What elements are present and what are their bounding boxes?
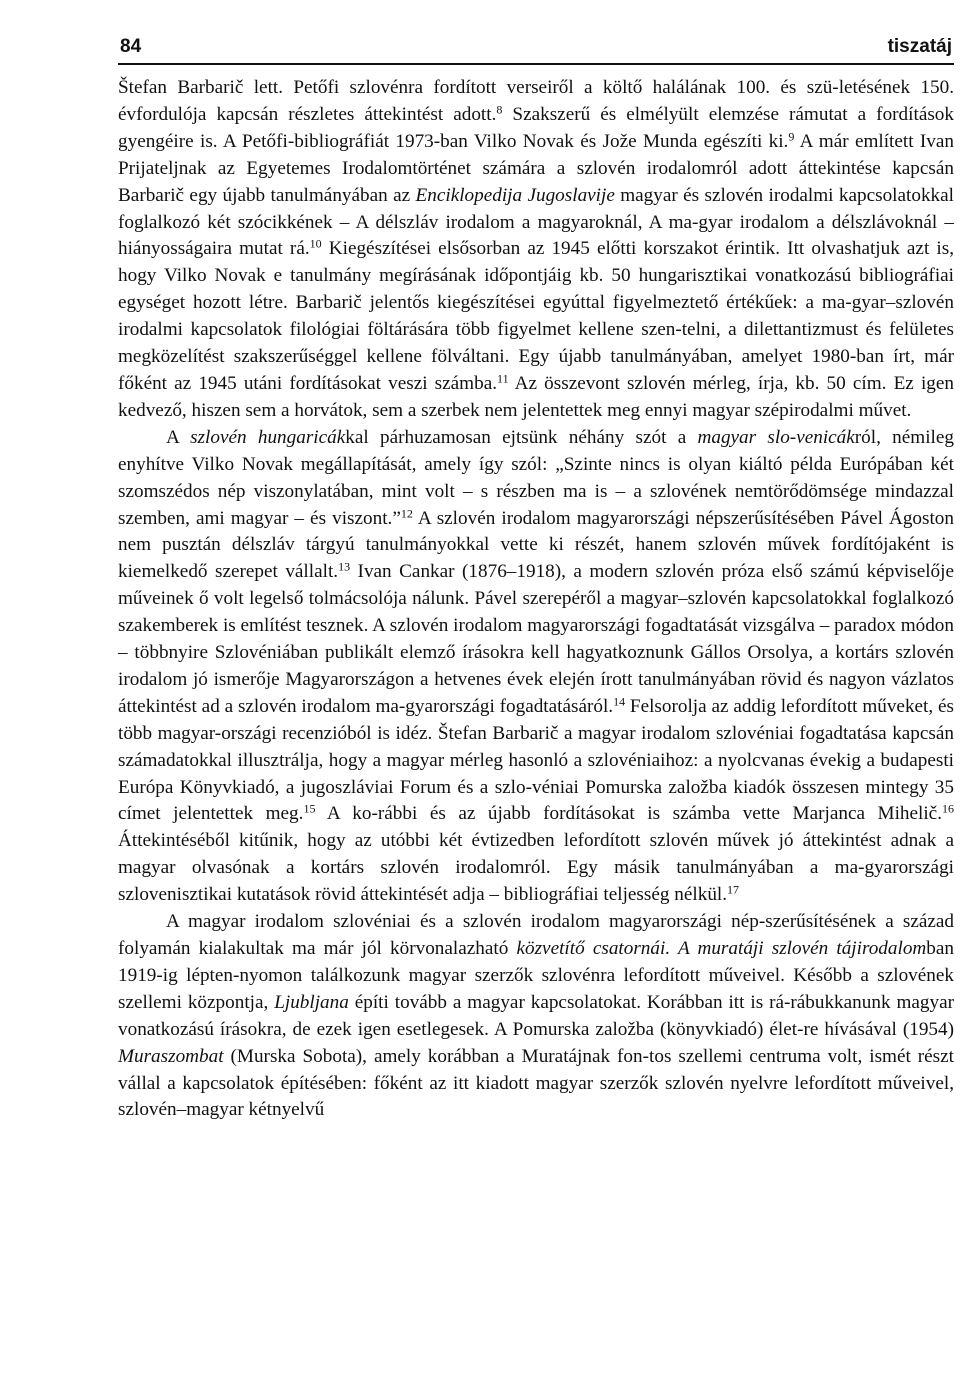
footnote-ref-14: 14 [613, 694, 626, 709]
text-run: (Murska Sobota), amely korábban a Muratájnak fon-tos szellemi centruma volt, ismét részt vállal a kapcsolatok építésében: főként az itt kiadott magyar szerzők szlovén nyelvre lefordított műveivel, szlovén–magyar kétnyelvű [118, 1045, 954, 1121]
text-run: A ko-rábbi és az újabb fordításokat is számba vette Marjanca Mihelič. [315, 803, 942, 825]
text-run: A már említett Ivan Prijateljnak az Egyetemes Irodalomtörténet számára a szlovén irodalomról adott áttekintése kapcsán Barbarič egy újabb tanulmányában az [118, 130, 954, 206]
italic-place: Muraszombat [118, 1045, 224, 1067]
text-run: A szlovén irodalom magyarországi népszerűsítésében Pável Ágoston nem pusztán délszláv tárgyú tanulmányokkal vette ki részét, hanem szlovén művek fordítójaként is kiemelkedő szerepet vállalt. [118, 507, 954, 583]
paragraph-2 [118, 425, 954, 909]
text-run: Az összevont szlovén mérleg, írja, kb. 50 cím. Ez igen kedvező, hiszen sem a horvátok, sem a szerbek nem jelentettek meg ennyi magyar szépirodalmi művet. [118, 372, 954, 421]
text-run: kal párhuzamosan ejtsünk néhány szót a [345, 426, 698, 448]
text-run: ról, némileg enyhítve Vilko Novak megállapítását, amely így szól: „Szinte nincs is olyan kiáltó példa Európában két szomszédos nép viszonylatában, mint volt – s részben ma is – a szlovének nemtörődömsége mindazzal szemben, ami magyar – és viszont.” [118, 426, 954, 529]
paragraph-1 [118, 75, 954, 425]
paragraph-3 [118, 909, 954, 1124]
italic-term: közvetítő csatornái. A muratáji szlovén tájirodalom [516, 938, 927, 959]
document-page [118, 36, 954, 1124]
text-run: A magyar irodalom szlovéniai és a szlovén irodalom magyarországi nép-szerűsítésének a század folyamán kialakultak ma már jól körvonalazható [118, 911, 954, 959]
text-run: Kiegészítései elsősorban az 1945 előtti korszakot érintik. Itt olvashatjuk azt is, hogy Vilko Novak e tanulmány megírásának időpontjáig kb. 50 hungarisztikai vonatkozású bibliográfiai egységet hozott létre. Barbarič jelentős kiegészítései egyúttal figyelmeztető értékűek: a ma-gyar–szlovén irodalmi kapcsolatok filológiai föltárására több figyelmet kellene szen-telni, a dilettantizmust és felületes megközelítést szakszerűséggel kellene fölváltani. Egy újabb tanulmányában, amelyet 1980-ban írt, már főként az 1945 utáni fordításokat veszi számba. [118, 238, 954, 394]
text-run: Áttekintéséből kitűnik, hogy az utóbbi két évtizedben lefordított szlovén művek jó áttekintést adnak a magyar olvasónak a kortárs szlovén irodalomról. Egy másik tanulmányában a ma-gyarországi szlovenisztikai kutatások rövid áttekintését adja – bibliográfiai teljesség nélkül. [118, 830, 954, 906]
footnote-ref-8: 8 [496, 102, 503, 117]
text-run: Ivan Cankar (1876–1918), a modern szlovén próza első számú képviselője műveinek ő volt legelső tolmácsolója nálunk. Pável szerepéről a magyar–szlovén kapcsolatokkal foglalkozó szakemberek is említést tesznek. A szlovén irodalom magyarországi fogadtatását vizsgálva – paradox módon – többnyire Szlovéniában publikált elemző írásokra kell hagyatkoznunk Gállos Orsolya, a kortárs szlovén irodalom jó ismerője Magyarországon a hetvenes évek elején írott tanulmányában rövid és nagyon vázlatos áttekintést ad a szlovén irodalom ma-gyarországi fogadtatásáról. [118, 561, 954, 717]
footnote-ref-13: 13 [338, 559, 351, 574]
italic-title: Enciklopedija Jugoslavije [415, 184, 615, 206]
footnote-ref-9: 9 [788, 129, 795, 144]
footnote-ref-11: 11 [497, 371, 509, 386]
header-rule [118, 63, 954, 65]
text-run: ban 1919-ig lépten-nyomon találkozunk magyar szerzők szlovénra lefordított műveivel. Később a szlovének szellemi központja, [118, 938, 954, 1013]
footnote-ref-16: 16 [942, 801, 954, 816]
text-run: Szakszerű és elmélyült elemzése rámutat a fordítások gyengéire is. A Petőfi-bibliográfiát 1973-ban Vilko Novak és Jože Munda egészíti ki. [118, 103, 954, 152]
italic-place: Ljubljana [274, 991, 349, 1013]
footnote-ref-15: 15 [303, 801, 316, 816]
body-text [118, 75, 954, 1124]
footnote-ref-10: 10 [309, 236, 322, 251]
text-run: építi tovább a magyar kapcsolatokat. Korábban itt is rá-rábukkanunk magyar vonatkozású írásokra, de ezek igen esetlegesek. A Pomurska založba (könyvkiadó) élet-re hívásával (1954) [118, 991, 954, 1040]
text-run: Štefan Barbarič lett. Petőfi szlovénra fordított verseiről a költő halálának 100. és szü-letésének 150. évfordulója kapcsán részletes áttekintést adott. [118, 77, 954, 125]
footnote-ref-17: 17 [727, 882, 740, 897]
italic-term: magyar slo-venicák [697, 426, 855, 448]
footnote-ref-12: 12 [400, 505, 413, 520]
text-run: Felsorolja az addig lefordított műveket, és több magyar-országi recenzióból is idéz. Štefan Barbarič a magyar irodalom szlovéniai fogadtatása kapcsán számadatokkal illusztrálja, hogy a magyar mérleg hasonló a szlovéniaihoz: a nyolcvanas évekig a budapesti Európa Könyvkiadó, a jugoszláviai Forum és a szlo-véniai Pomurska založba kiadók összesen mintegy 35 címet jelentettek meg. [118, 695, 954, 825]
text-run: A [166, 426, 191, 448]
page-number: 84 [120, 36, 142, 57]
text-run: magyar és szlovén irodalmi kapcsolatokkal foglalkozó két szócikkének – A délszláv irodalom a magyaroknál, A ma-gyar irodalom a délszlávoknál – hiányosságaira mutat rá. [118, 184, 954, 260]
italic-term: szlovén hungaricák [190, 426, 346, 448]
journal-title: tiszatáj [887, 36, 952, 57]
running-header [118, 36, 954, 63]
